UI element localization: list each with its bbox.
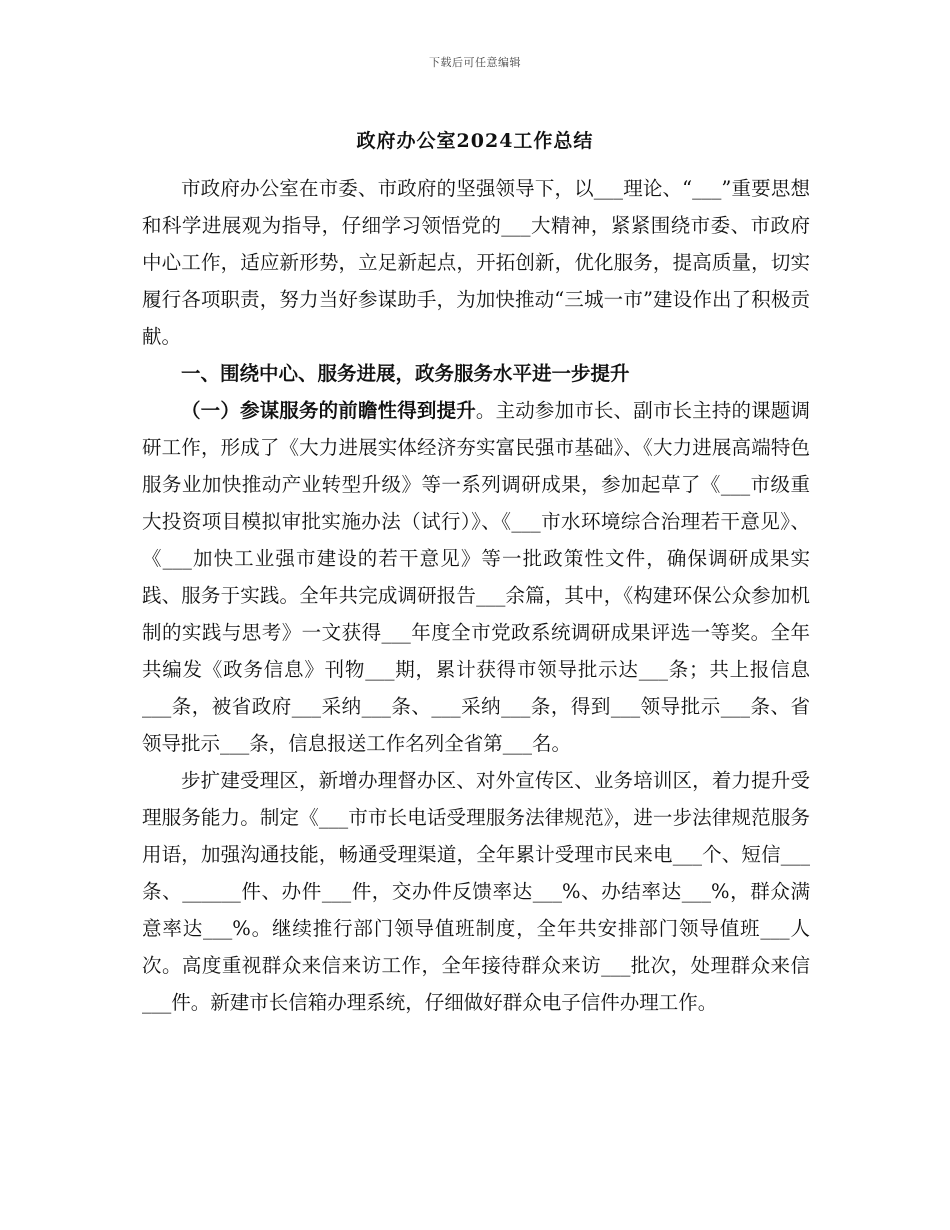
page-header-note: 下载后可任意编辑 bbox=[429, 56, 521, 69]
section-heading: 一、围绕中心、服务进展，政务服务水平进一步提升 bbox=[181, 362, 630, 385]
subsection-text: 。主动参加市长、副市长主持的课题调研工作，形成了《大力进展实体经济夯实富民强市基础》、《大力进展高端特色服务业加快推动产业转型升级》等一系列调研成果，参加起草了《___市级重大投资项目模拟审批实施办法（试行）》、《___市水环境综合治理若干意见》、《___加快工业强市建设的若干意见》等一批政策性文件，确保调研成果实践、服务于实践。全年共完成调研报告___余篇，其中，《构建环保公众参加机制的实践与思考》一文获得___年度全市党政系统调研成果评选一等奖。全年共编发《政务信息》刊物___期，累计获得市领导批示达___条；共上报信息___条，被省政府___采纳___条、___采纳___条，得到___领导批示___条、省领导批示___条，信息报送工作名列全省第___名。 bbox=[142, 399, 810, 755]
subsection-lead: （一）参谋服务的前瞻性得到提升 bbox=[181, 399, 476, 422]
document-title: 政府办公室2024工作总结 bbox=[356, 130, 594, 152]
intro-paragraph: 市政府办公室在市委、市政府的坚强领导下，以___理论、“___”重要思想和科学进展观为指导，仔细学习领悟党的___大精神，紧紧围绕市委、市政府中心工作，适应新形势，立足新起点，开拓创新，优化服务，提高质量，切实履行各项职责，努力当好参谋助手，为加快推动“三城一市”建设作出了积极贡献。 bbox=[142, 177, 810, 348]
document-body bbox=[142, 170, 810, 1021]
subsection-paragraph bbox=[142, 392, 810, 762]
service-paragraph: 步扩建受理区，新增办理督办区、对外宣传区、业务培训区，着力提升受理服务能力。制定《___市市长电话受理服务法律规范》，进一步法律规范服务用语，加强沟通技能，畅通受理渠道，全年累计受理市民来电___个、短信___条、______件、办件___件，交办件反馈率达___%、办结率达___%，群众满意率达___%。继续推行部门领导值班制度，全年共安排部门领导值班___人次。高度重视群众来信来访工作，全年接待群众来访___批次，处理群众来信___件。新建市长信箱办理系统，仔细做好群众电子信件办理工作。 bbox=[142, 769, 810, 1014]
